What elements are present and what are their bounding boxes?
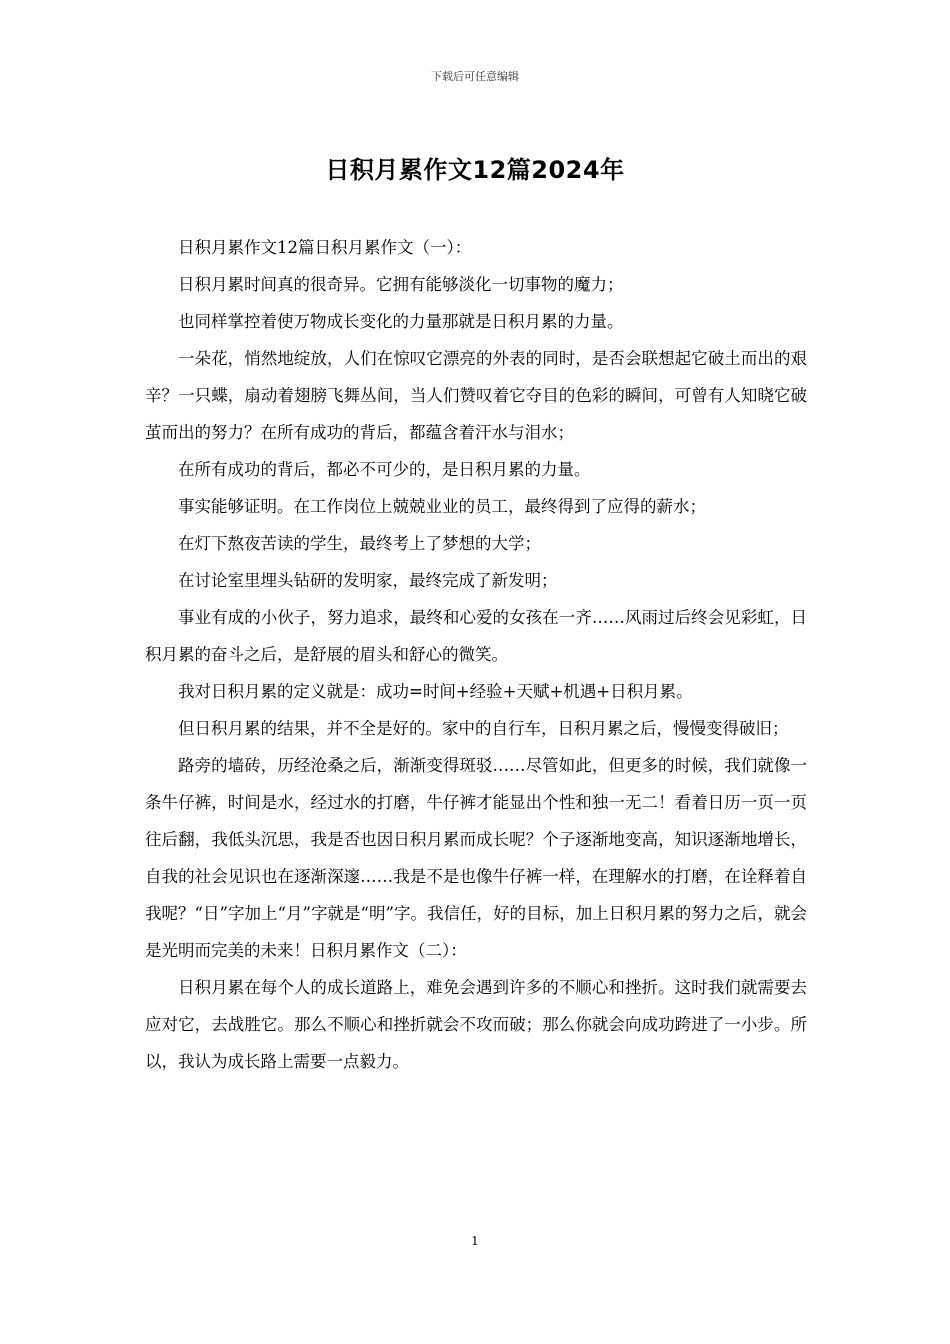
document-title: 日积月累作文12篇2024年: [325, 156, 625, 184]
paragraph: 也同样掌控着使万物成长变化的力量那就是日积月累的力量。: [178, 312, 624, 331]
paragraph: 一朵花，悄然地绽放，人们在惊叹它漂亮的外表的同时，是否会联想起它破土而出的艰辛？一只蝶，扇动着翅膀飞舞丛间，当人们赞叹着它夺目的色彩的瞬间，可曾有人知晓它破茧而出的努力？在所有成功的背后，都蕴含着汗水与泪水；: [145, 349, 807, 442]
page-number: 1: [471, 1234, 479, 1248]
paragraph: 在讨论室里埋头钻研的发明家，最终完成了新发明；: [178, 571, 558, 590]
paragraph: 日积月累作文12篇日积月累作文（一）：: [178, 238, 472, 257]
paragraph: 日积月累时间真的很奇异。它拥有能够淡化一切事物的魔力；: [178, 275, 624, 294]
paragraph: 事业有成的小伙子，努力追求，最终和心爱的女孩在一齐……风雨过后终会见彩虹，日积月累的奋斗之后，是舒展的眉头和舒心的微笑。: [145, 608, 807, 664]
document-body: [145, 229, 807, 1080]
paragraph: 在灯下熬夜苦读的学生，最终考上了梦想的大学；: [178, 534, 541, 553]
page-header: 下载后可任意编辑: [431, 70, 519, 83]
paragraph: 路旁的墙砖，历经沧桑之后，渐渐变得斑驳……尽管如此，但更多的时候，我们就像一条牛仔裤，时间是水，经过水的打磨，牛仔裤才能显出个性和独一无二！看着日历一页一页往后翻，我低头沉思，我是否也因日积月累而成长呢？个子逐渐地变高，知识逐渐地增长，自我的社会见识也在逐渐深邃……我是不是也像牛仔裤一样，在理解水的打磨，在诠释着自我呢？“日”字加上“月”字就是“明”字。我信任，好的目标，加上日积月累的努力之后，就会是光明而完美的未来！日积月累作文（二）：: [145, 756, 807, 960]
paragraph: 在所有成功的背后，都必不可少的，是日积月累的力量。: [178, 460, 591, 479]
paragraph: 我对日积月累的定义就是：成功=时间+经验+天赋+机遇+日积月累。: [178, 682, 693, 701]
paragraph: 事实能够证明。在工作岗位上兢兢业业的员工，最终得到了应得的薪水；: [178, 497, 706, 516]
paragraph: 日积月累在每个人的成长道路上，难免会遇到许多的不顺心和挫折。这时我们就需要去应对它，去战胜它。那么不顺心和挫折就会不攻而破；那么你就会向成功跨进了一小步。所以，我认为成长路上需要一点毅力。: [145, 978, 807, 1071]
paragraph: 但日积月累的结果，并不全是好的。家中的自行车，日积月累之后，慢慢变得破旧；: [178, 719, 789, 738]
